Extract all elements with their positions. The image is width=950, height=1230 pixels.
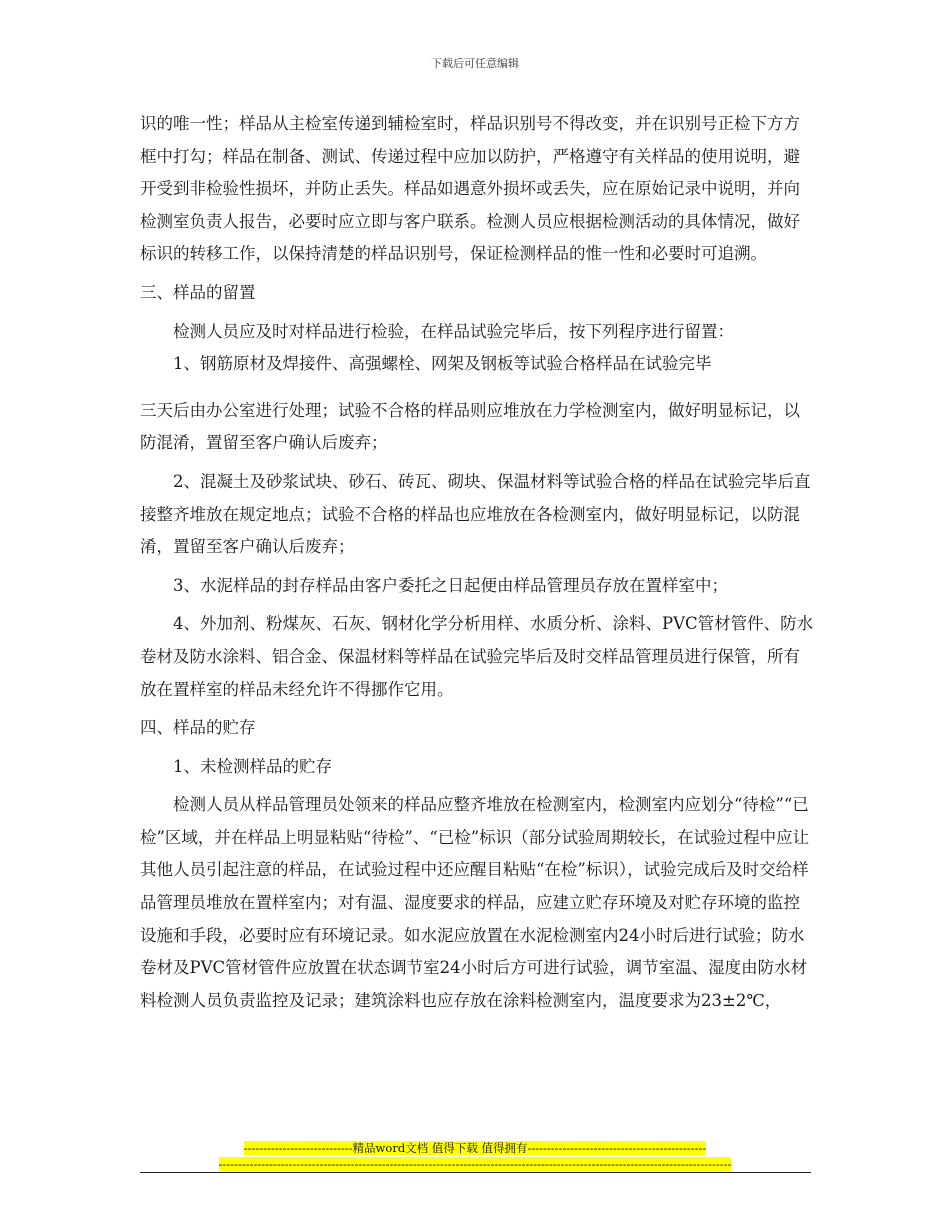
paragraph-retention-item-4: 4、外加剂、粉煤灰、石灰、钢材化学分析用样、水质分析、涂料、PVC管材管件、防水卷材及防水涂料、铝合金、保温材料等样品在试验完毕后及时交样品管理员进行保管，所有放在置样室的样品未经允许不得挪作它用。 xyxy=(140,614,814,699)
document-body xyxy=(140,108,815,1017)
paragraph-storage-detail: 检测人员从样品管理员处领来的样品应整齐堆放在检测室内，检测室内应划分“待检”“已检”区域，并在样品上明显粘贴“待检”、“已检”标识（部分试验周期较长，在试验过程中应让其他人员引起注意的样品，在试验过程中还应醒目粘贴“在检”标识），试验完成后及时交给样品管理员堆放在置样室内；对有温、湿度要求的样品，应建立贮存环境及对贮存环境的监控设施和手段，必要时应有环境记录。如水泥应放置在水泥检测室内24小时后进行试验；防水卷材及PVC管材管件应放置在状态调节室24小时后方可进行试验，调节室温、湿度由防水材料检测人员负责监控及记录；建筑涂料也应存放在涂料检测室内，温度要求为23±2℃， xyxy=(140,795,810,1010)
paragraph-retention-item-1-cont: 三天后由办公室进行处理；试验不合格的样品则应堆放在力学检测室内，做好明显标记，以防混淆，置留至客户确认后废弃； xyxy=(140,400,800,453)
section-heading-sample-retention: 三、样品的留置 xyxy=(140,282,256,302)
footer-banner-text: ----------------------------精品word文档 值得下载 值得拥有---------------------------------------------- xyxy=(243,1141,707,1155)
page-header: 下载后可任意编辑 xyxy=(431,57,519,70)
section-heading-sample-storage: 四、样品的贮存 xyxy=(140,718,256,738)
paragraph-retention-intro: 检测人员应及时对样品进行检验，在样品试验完毕后，按下列程序进行留置： xyxy=(173,321,734,341)
paragraph-retention-item-2: 2、混凝土及砂浆试块、砂石、砖瓦、砌块、保温材料等试验合格的样品在试验完毕后直接整齐堆放在规定地点；试验不合格的样品也应堆放在各检测室内，做好明显标记，以防混淆，置留至客户确认后废弃； xyxy=(140,471,811,557)
paragraph-sample-identification: 识的唯一性；样品从主检室传递到辅检室时，样品识别号不得改变，并在识别号正检下方方框中打勾；样品在制备、测试、传递过程中应加以防护，严格遵守有关样品的使用说明，避开受到非检验性损坏，并防止丢失。样品如遇意外损坏或丢失，应在原始记录中说明，并向检测室负责人报告，必要时应立即与客户联系。检测人员应根据检测活动的具体情况，做好标识的转移工作，以保持清楚的样品识别号，保证检测样品的惟一性和必要时可追溯。 xyxy=(140,114,800,264)
footer-banner-dashes: ------------------------------------------------------------------------------------------------------------------------------------ xyxy=(218,1157,732,1171)
footer-banner-line1 xyxy=(0,1141,950,1155)
footer-banner-line2 xyxy=(0,1157,950,1171)
paragraph-storage-item-1: 1、未检测样品的贮存 xyxy=(173,756,332,776)
paragraph-retention-item-3: 3、水泥样品的封存样品由客户委托之日起便由样品管理员存放在置样室中； xyxy=(173,575,728,595)
paragraph-retention-item-1: 1、钢筋原材及焊接件、高强螺栓、网架及钢板等试验合格样品在试验完毕 xyxy=(173,354,712,374)
footer-divider xyxy=(140,1172,811,1173)
